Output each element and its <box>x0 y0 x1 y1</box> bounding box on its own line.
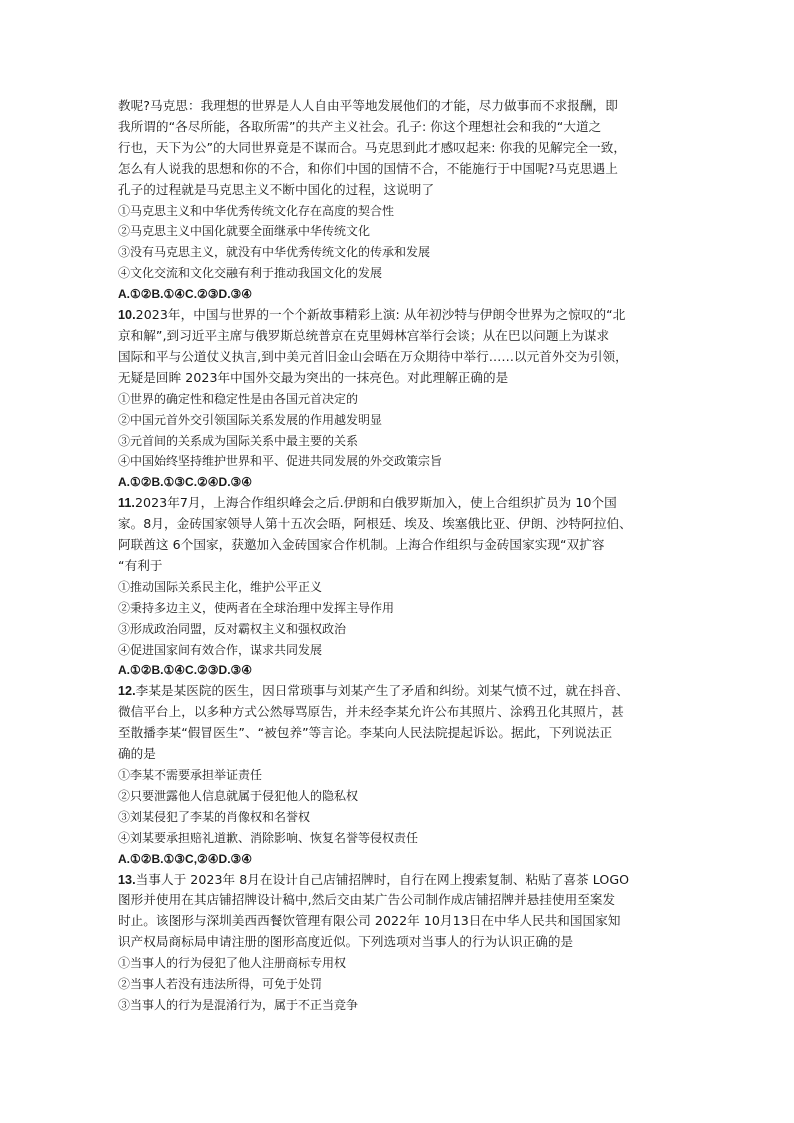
question-9-stem-line: 行也，天下为公”的大同世界竟是不谋而合。马克思到此才感叹起来: 你我的见解完全一致， <box>118 139 627 155</box>
question-9 <box>118 96 688 305</box>
question-13-stem-line: 识产权局商标局申请注册的图形高度近似。下列选项对当事人的行为认识正确的是 <box>118 934 574 950</box>
question-13-option-2: ②当事人若没有违法所得，可免于处罚 <box>118 977 323 992</box>
question-9-stem-line: 孔子的过程就是马克思主义不断中国化的过程，这说明了 <box>118 181 435 197</box>
question-11-option-4: ④促进国家间有效合作，谋求共同发展 <box>118 642 323 657</box>
question-11-stem-text: 2023年7月，上海合作组织峰会之后.伊朗和白俄罗斯加入，使上合组织扩员为 10个国 <box>134 495 617 511</box>
question-12-stem-line: 至散播李某“假冒医生”、“被包养”等言论。李某向人民法院提起诉讼。据此，下列说法正 <box>118 725 613 741</box>
question-12-stem-line: 微信平台上，以多种方式公然辱骂原告，并未经李某允许公布其照片、涂鸦丑化其照片，甚 <box>118 704 624 720</box>
question-12-option-4: ④刘某要承担赔礼道歉、消除影响、恢复名誉等侵权责任 <box>118 830 419 845</box>
question-11-number: 11. <box>118 496 135 511</box>
question-10-stem-line <box>118 305 688 326</box>
question-10-stem-line: 无疑是回眸 2023年中国外交最为突出的一抹亮色。对此理解正确的是 <box>118 369 509 385</box>
question-11-stem-line: 家。8月，金砖国家领导人第十五次会晤，阿根廷、埃及、埃塞俄比亚、伊朗、沙特阿拉伯、 <box>118 516 632 532</box>
question-11 <box>118 493 688 681</box>
question-11-option-2: ②秉持多边主义，使两者在全球治理中发挥主导作用 <box>118 600 395 615</box>
question-10-stem-line: 京和解”,到习近平主席与俄罗斯总统普京在克里姆林宫举行会谈；从在巴以问题上为谋求 <box>118 327 610 343</box>
question-12 <box>118 681 688 869</box>
question-13-stem-line: 图形并使用在其店铺招牌设计稿中,然后交由某广告公司制作成店铺招牌并悬挂使用至案发 <box>118 892 616 908</box>
question-11-stem-line: 阿联酋这 6个国家，获邀加入金砖国家合作机制。上海合作组织与金砖国家实现“双扩容 <box>118 537 605 553</box>
question-13-option-3: ③当事人的行为是混淆行为，属于不正当竞争 <box>118 997 359 1012</box>
question-12-stem-line <box>118 681 688 702</box>
question-9-answer-choices: A.①②B.①④C.②③D.③④ <box>118 287 253 302</box>
question-9-option-2: ②马克思主义中国化就要全面继承中华传统文化 <box>118 224 371 239</box>
question-11-answer-choices: A.①②B.①④C.②③D.③④ <box>118 663 253 678</box>
question-12-answer-choices: A.①②B.①③C,②④D.③④ <box>118 851 253 866</box>
question-13 <box>118 870 688 1016</box>
question-9-option-1: ①马克思主义和中华优秀传统文化存在高度的契合性 <box>118 203 395 218</box>
question-10-stem-text: 2023年，中国与世界的一个个新故事精彩上演: 从年初沙特与伊朗令世界为之惊叹的“北 <box>135 307 626 323</box>
question-11-option-3: ③形成政治同盟，反对霸权主义和强权政治 <box>118 621 347 636</box>
question-11-option-1: ①推动国际关系民主化，维护公平正义 <box>118 579 323 594</box>
question-13-number: 13. <box>118 872 136 887</box>
question-10-option-4: ④中国始终坚持维护世界和平、促进共同发展的外交政策宗旨 <box>118 454 443 469</box>
question-9-option-3: ③没有马克思主义，就没有中华优秀传统文化的传承和发展 <box>118 245 431 260</box>
exam-page <box>118 96 688 1016</box>
question-10-option-1: ①世界的确定性和稳定性是由各国元首决定的 <box>118 391 359 406</box>
question-12-stem-line: 确的是 <box>118 746 156 762</box>
question-10-number: 10. <box>118 308 136 323</box>
question-13-stem-text: 当事人于 2023年 8月在设计自己店铺招牌时，自行在网上搜索复制、粘贴了喜茶 LOGO <box>135 871 630 887</box>
question-9-stem-line: 我所谓的“各尽所能，各取所需”的共产主义社会。孔子: 你这个理想社会和我的“大道之 <box>118 118 602 134</box>
question-13-stem-line <box>118 870 688 891</box>
question-11-stem-line: “有利于 <box>118 557 163 573</box>
question-10-option-3: ③元首间的关系成为国际关系中最主要的关系 <box>118 433 359 448</box>
question-9-option-4: ④文化交流和文化交融有利于推动我国文化的发展 <box>118 266 383 281</box>
question-12-option-2: ②只要泄露他人信息就属于侵犯他人的隐私权 <box>118 788 359 803</box>
question-9-stem-line: 怎么有人说我的思想和你的不合，和你们中国的国情不合，不能施行于中国呢?马克思遇上 <box>118 160 618 176</box>
question-9-stem-line: 教呢?马克思：我理想的世界是人人自由平等地发展他们的才能，尽力做事而不求报酬，即 <box>118 98 618 113</box>
question-13-option-1: ①当事人的行为侵犯了他人注册商标专用权 <box>118 956 347 971</box>
question-10-stem-line: 国际和平与公道仗义执言,到中美元首旧金山会晤在万众期待中举行……以元首外交为引领， <box>118 348 628 364</box>
question-10-option-2: ②中国元首外交引领国际关系发展的作用越发明显 <box>118 412 383 427</box>
question-10-answer-choices: A.①②B.①③C.②④D.③④ <box>118 475 253 490</box>
question-12-number: 12. <box>118 684 136 699</box>
question-13-stem-line: 时止。该图形与深圳美西西餐饮管理有限公司 2022年 10月13日在中华人民共和国国家知 <box>118 913 621 929</box>
question-11-stem-line <box>118 493 688 514</box>
question-12-stem-text: 李某是某医院的医生，因日常琐事与刘某产生了矛盾和纠纷。刘某气愤不过，就在抖音、 <box>135 683 629 699</box>
question-12-option-3: ③刘某侵犯了李某的肖像权和名誉权 <box>118 809 311 824</box>
question-12-option-1: ①李某不需要承担举证责任 <box>118 768 263 782</box>
question-10 <box>118 305 688 493</box>
